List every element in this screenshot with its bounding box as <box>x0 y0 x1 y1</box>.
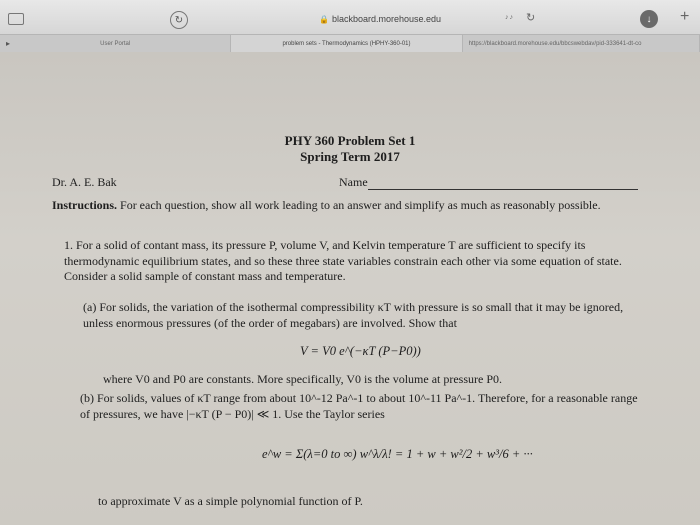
tab-problem-sets[interactable]: problem sets - Thermodynamics (HPHY-360-01) <box>231 35 462 53</box>
tab-user-portal[interactable]: User Portal <box>0 35 231 53</box>
browser-chrome <box>0 0 700 52</box>
question-1a-label: (a) <box>83 300 97 314</box>
question-1 <box>64 238 649 285</box>
reload-icon[interactable]: ↻ <box>526 12 536 24</box>
pdf-viewer[interactable] <box>0 52 700 525</box>
tab-bar <box>0 34 700 53</box>
address-text: blackboard.morehouse.edu <box>331 14 442 24</box>
question-1-number: 1. <box>64 238 73 252</box>
question-1a <box>83 300 648 331</box>
new-tab-icon[interactable]: + <box>680 8 690 25</box>
instructions <box>52 198 648 214</box>
name-field <box>339 175 638 190</box>
lock-icon: 🔒 <box>318 14 329 24</box>
name-label: Name <box>339 175 368 189</box>
approximate-text: to approximate V as a simple polynomial function of P. <box>98 494 363 508</box>
equation-2: e^w = Σ(λ=0 to ∞) w^λ/λ! = 1 + w + w²/2 + w³/6 + ··· <box>262 447 533 461</box>
document <box>0 52 700 525</box>
document-title <box>0 133 700 165</box>
author: Dr. A. E. Bak <box>52 175 117 189</box>
instructions-label: Instructions. <box>52 198 118 212</box>
share-icon[interactable]: ↻ <box>170 11 188 29</box>
title-line-2: Spring Term 2017 <box>300 149 400 164</box>
question-1b <box>80 391 650 422</box>
audio-icon[interactable]: ♪♪ <box>505 14 514 21</box>
question-1a-text: For solids, the variation of the isothermal compressibility κT with pressure is so small that it may be ignored, unless enormous pressures (of the order of megabars) are involved. Show that <box>83 300 624 330</box>
name-line <box>368 179 638 190</box>
address-bar[interactable] <box>270 10 490 28</box>
browser-toolbar <box>0 0 700 34</box>
tab-blackboard-pdf[interactable]: https://blackboard.morehouse.edu/bbcswebdav/pid-333641-dt-co <box>463 35 700 53</box>
question-1b-label: (b) <box>80 391 94 405</box>
question-1-text: For a solid of contant mass, its pressure P, volume V, and Kelvin temperature T are sufficient to specify its thermodynamic equilibrium states, and so these three state variables constrain each other via some equation of state. Consider a solid sample of constant mass and temperature. <box>64 238 622 283</box>
where-text: where V0 and P0 are constants. More specifically, V0 is the volume at pressure P0. <box>103 372 503 386</box>
question-1b-text: For solids, values of κT range from about 10^-12 Pa^-1 to about 10^-11 Pa^-1. Therefore, for a reasonable range of pressures, we have |−κT (P − P0)| ≪ 1. Use the Taylor series <box>80 391 638 421</box>
instructions-text: For each question, show all work leading to an answer and simplify as much as reasonably possible. <box>120 198 601 212</box>
pin-icon: ▸ <box>6 39 11 48</box>
title-line-1: PHY 360 Problem Set 1 <box>284 133 416 148</box>
equation-1: V = V0 e^(−κT (P−P0)) <box>300 344 421 358</box>
download-icon[interactable]: ↓ <box>640 10 658 28</box>
sidebar-toggle-icon[interactable] <box>8 13 24 25</box>
